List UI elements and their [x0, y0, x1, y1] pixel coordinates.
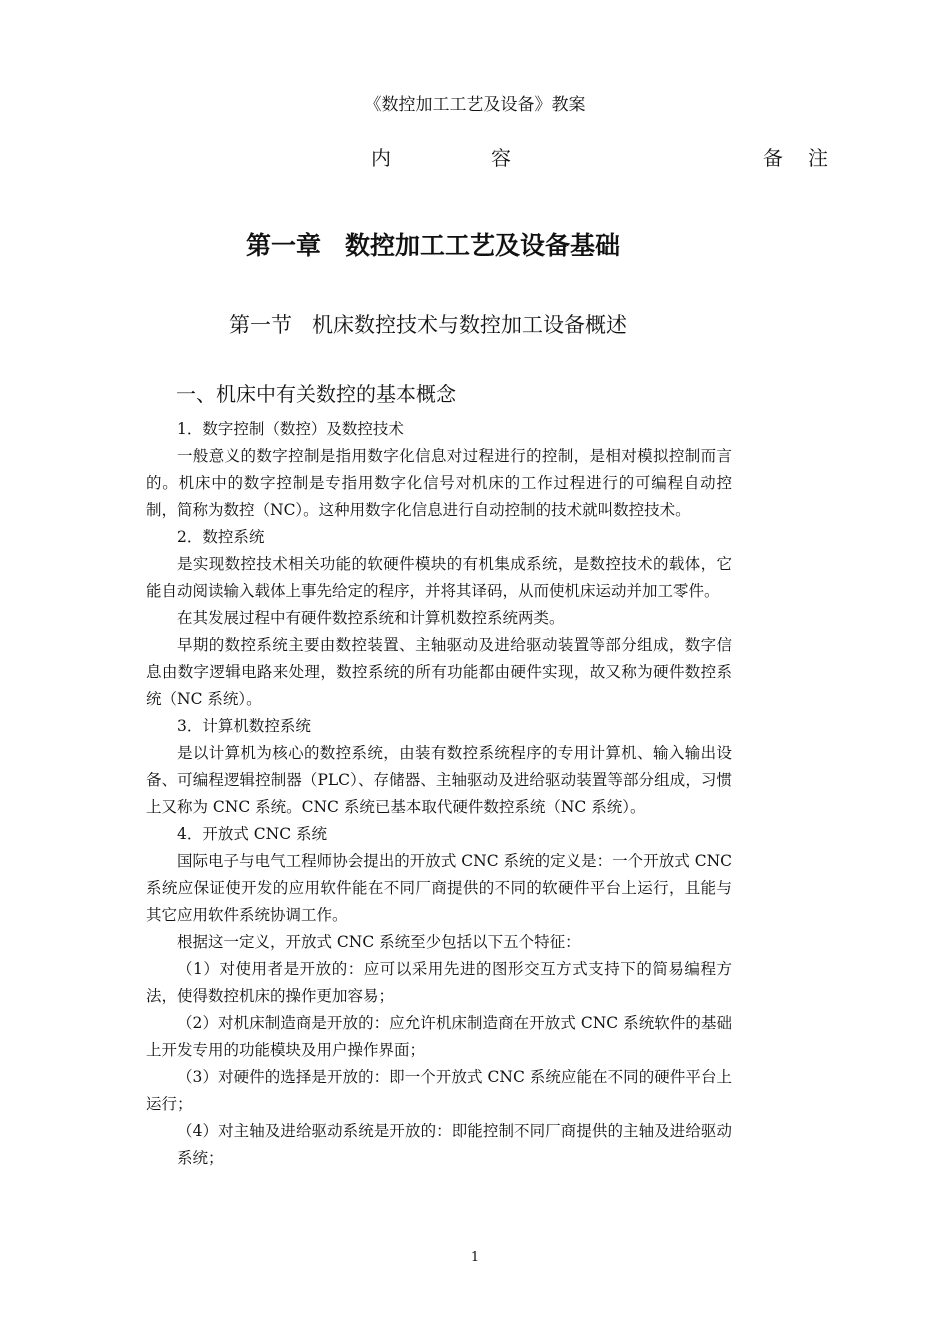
column-header-content-2: 容	[491, 146, 511, 170]
paragraph: 根据这一定义，开放式 CNC 系统至少包括以下五个特征：	[177, 933, 581, 951]
list-item: （1）对使用者是开放的：应可以采用先进的图形交互方式支持下的简易编程方法，使得数控机床的操作更加容易；	[146, 960, 732, 1005]
column-header-notes-2: 注	[808, 146, 828, 170]
numbered-heading: 1．数字控制（数控）及数控技术	[177, 420, 404, 438]
section-title	[229, 309, 627, 339]
paragraph: 国际电子与电气工程师协会提出的开放式 CNC 系统的定义是：一个开放式 CNC 系统应保证使开发的应用软件能在不同厂商提供的不同的软硬件平台上运行，且能与其它应用软件系统协调工作。	[146, 852, 732, 924]
section-number: 第一节	[229, 313, 292, 337]
subheading: 一、机床中有关数控的基本概念	[176, 382, 456, 406]
chapter-number: 第一章	[246, 231, 322, 260]
numbered-heading: 2．数控系统	[177, 528, 265, 546]
paragraph: 早期的数控系统主要由数控装置、主轴驱动及进给驱动装置等部分组成，数字信息由数字逻辑电路来处理，数控系统的所有功能都由硬件实现，故又称为硬件数控系统（NC 系统）。	[146, 636, 732, 708]
paragraph: 是实现数控技术相关功能的软硬件模块的有机集成系统，是数控技术的载体，它能自动阅读输入载体上事先给定的程序，并将其译码，从而使机床运动并加工零件。	[146, 555, 732, 600]
section-name: 机床数控技术与数控加工设备概述	[312, 313, 627, 337]
page-number: 1	[470, 1250, 480, 1265]
paragraph: 是以计算机为核心的数控系统，由装有数控系统程序的专用计算机、输入输出设备、可编程逻辑控制器（PLC）、存储器、主轴驱动及进给驱动装置等部分组成，习惯上又称为 CNC 系统。CNC 系统已基本取代硬件数控系统（NC 系统）。	[146, 744, 732, 816]
numbered-heading: 3．计算机数控系统	[177, 717, 311, 735]
paragraph: 一般意义的数字控制是指用数字化信息对过程进行的控制，是相对模拟控制而言的。机床中的数字控制是专指用数字化信号对机床的工作过程进行的可编程自动控制，简称为数控（NC）。这种用数字化信息进行自动控制的技术就叫数控技术。	[146, 447, 732, 519]
chapter-title	[246, 226, 620, 262]
numbered-heading: 4．开放式 CNC 系统	[177, 825, 327, 843]
list-item: （3）对硬件的选择是开放的：即一个开放式 CNC 系统应能在不同的硬件平台上运行；	[146, 1068, 732, 1113]
list-item: （4）对主轴及进给驱动系统是开放的：即能控制不同厂商提供的主轴及进给驱动系统；	[177, 1122, 732, 1167]
paragraph: 在其发展过程中有硬件数控系统和计算机数控系统两类。	[177, 609, 565, 627]
list-item: （2）对机床制造商是开放的：应允许机床制造商在开放式 CNC 系统软件的基础上开发专用的功能模块及用户操作界面；	[146, 1014, 732, 1059]
body-text	[146, 416, 732, 1172]
column-header-content-1: 内	[371, 146, 391, 170]
column-header-notes-1: 备	[763, 146, 783, 170]
document-header: 《数控加工工艺及设备》教案	[364, 95, 586, 115]
chapter-name: 数控加工工艺及设备基础	[345, 231, 621, 260]
